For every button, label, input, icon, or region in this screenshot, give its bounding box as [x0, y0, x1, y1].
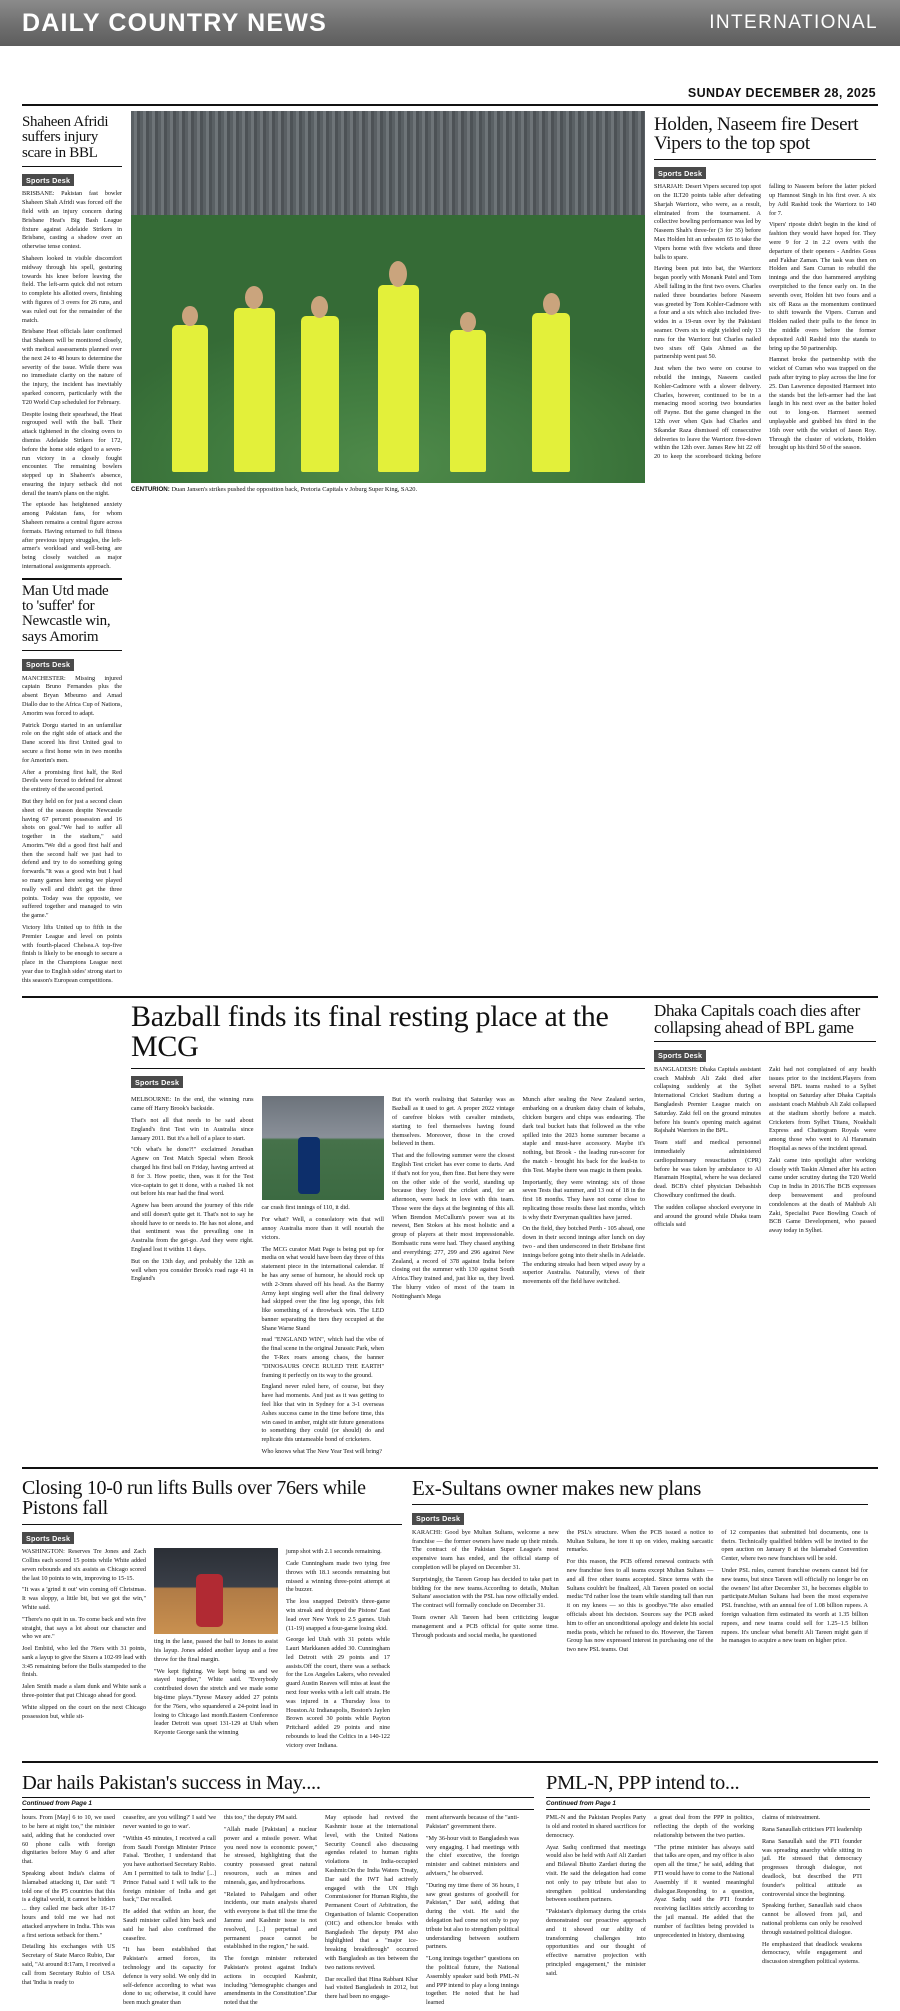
divider [412, 1504, 868, 1505]
player-figure [450, 330, 486, 471]
continued-flex [22, 1769, 878, 2011]
divider [22, 1524, 402, 1525]
bulls-block [22, 1474, 402, 1754]
byline-sports-desk: Sports Desk [22, 659, 74, 671]
dhaka-body [654, 1066, 876, 1239]
dar-continued-label: Continued from Page 1 [22, 1797, 534, 1810]
divider [22, 650, 122, 651]
masthead-spacer [0, 46, 900, 86]
top-section [0, 106, 900, 989]
main-photo-cricket-match [131, 111, 645, 483]
mid-section [0, 998, 900, 1460]
divider [22, 166, 122, 167]
dateline: SUNDAY DECEMBER 28, 2025 [687, 86, 876, 100]
sultans-headline: Ex-Sultans owner makes new plans [412, 1475, 702, 1500]
bazball-col-4: Munch after sealing the New Zealand series, embarking on a drunken daisy chain of kebabs, chicken burgers and chips was endearing. The dark teal bucket hats that followed as the vibe spilled into the 2023 home summer became a staple and must-have accessory. Maybe it's nothing, but Brook - the leading run-scorer for the match - brought his back for the lead-in to this Test. Maybe there was magic in them peaks. Importantly, they were winning; six of those seven Tests that summer, and 13 out of 18 in the first 18 months. They have not come close to replicating those results these last months, which is why their Everyman qualities have jarred. On the field, they botched Perth - 105 ahead, one down in their second innings after lunch on day two - and then underscored in their Brisbane first innings before going into their shells in Adelaide. The enduring streaks had been wiped away by a superior Australia. Naturally, views of their movements off the field have switched. [522, 1096, 645, 1286]
dar-col-2: ceasefire, are you willing?' I said 'we never wanted to go to war'. "Within 45 minutes, I received a call from Saudi Foreign Minister Prince Faisal. 'Brother, I understand that you have authorised Secretary Rubio. Am I permitted to talk to India' [...] Prince Faisal said I will talk to the foreign minister of India and get back," Dar recalled. He added that within an hour, the Saudi minister called him back and said he had also confirmed the ceasefire. "It has been established that Pakistan's armed forces, its technology and its capacity for defence is very solid. We only did in self-defence according to what was done to us; otherwise, it could have been much greater than [123, 1814, 216, 2007]
pmln-continued-label: Continued from Page 1 [546, 1797, 870, 1810]
player-figure [172, 325, 208, 472]
inset-photo-basketball [154, 1548, 278, 1634]
right-column [654, 111, 876, 989]
player-figure [532, 313, 571, 471]
bazball-col-3: But it's worth realising that Saturday was as Bazball as it used to get. A proper 2022 vintage of carefree blokes with cavalier mindsets, starting to feel themselves having found themselves. Moreover, those in the crowd believed in them. That and the following summer were the closest English Test cricket has ever come to darts. And if that's not for you, then fine. But here they were on the other side of the world, standing up because they loved the cricket and, for an afternoon, were back in love with this team. Those were the days at the beginning of this all. When Brendon McCullum's power was at its newest, Ben Stokes at his most holistic and a group of players at their most impressionable. Bombastic runs were had. They chased anything and everything; 277, 299 and 296 against New Zealand, a record of 378 against India before closing out the summer with 130 against South Africa.They trained and, just like us, they lived. The blurry video of most of the team in Nottingham's Mega [392, 1096, 515, 1300]
shaheen-headline: Shaheen Afridi suffers injury scare in BBL [22, 114, 109, 161]
bulls-body [22, 1548, 402, 1754]
edition-label: INTERNATIONAL [709, 12, 878, 33]
byline-sports-desk: Sports Desk [22, 1532, 74, 1544]
sultans-col-3: of 12 companies that submitted bid documents, one is theirs. Technically qualified bidders will be invited to the open auction on January 8 at the Islamabad Convention Center, where two new franchises will be sold. Under PSL rules, current franchise owners cannot bid for new teams, but since Tareen will officially no longer be on the owners' list after December 31, he becomes eligible to participate.Multan Sultans had been the most expensive PSL franchise, with an annual fee of 1.08 billion rupees. A foreign valuation firm estimated its worth at 1.35 billion rupees, and new teams could sell for 1.25–1.5 billion rupees. It's unclear what benefit Ali Tareen might gain if he manages to acquire a new team on higher price. [721, 1528, 869, 1645]
pmln-body [546, 1814, 870, 1981]
mid-spacer-left [22, 998, 122, 1460]
bulls-col-2: ting in the lane, passed the ball to Jones to assist his layup. Jones added another layup and a free throw for the final margin. "We kept fighting. We kept being us and we stayed together," White said. "Everybody contributed down the stretch and we made some big-time plays."Tyrese Maxey added 27 points for the 76ers, who squandered a 24-point lead in losing to Chicago last month.Eastern Conference leader Detroit was upset 131-129 at Utah when Keyonte George sank the winning [154, 1548, 278, 1754]
bazball-col-1: MELBOURNE: In the end, the winning runs came off Harry Brook's backside. That's not all that needs to be said about England's first Test win in Australia since January 2011. But it's a hell of a place to start. "Oh what's he done?!" exclaimed Jonathan Agnew on Test Match Special when Brook charged his first ball on Friday, having arrived at 8 for 3. How poetic, then, was it for the Test vice-captain to get it done, with a rushed 1k not out before his rear had the final word. Agnew has been around the journey of this ride and still doesn't quite get it. That's not to say he should have to or needs to. He has not alone, and that sentiment was the prevailing one in Australia from the get-go. And they were right. England lost it within 11 days. But on the 13th day, and probably the 12th as well when you consider Brook's road rage 41 in England's [131, 1096, 254, 1283]
pmln-col-3: claims of mistreatment. Rana Sanaullah criticises PTI leadership Rana Sanaullah said the PTI founder was spreading anarchy while sitting in jail. He stressed that democracy progresses through dialogue, not deadlock, but described the PTI founder's political attitude as controversial since the beginning. Speaking further, Sanaullah said chaos cannot be allowed from jail, and national problems can only be resolved through sustained political dialogue. He emphasized that deadlock weakens democracy, while engagement and discussion strengthen political systems. [762, 1814, 863, 1966]
dar-block [22, 1769, 534, 2011]
main-photo-caption [131, 483, 645, 494]
dar-col-1: hours. From [May] 6 to 10, we used to be here at night too," the minister said, adding that he conducted over 60 phone calls with foreign dignitaries before May 6 and after that. Speaking about India's claims of Islamabad attacking it, Dar said: "I told one of the P5 countries that this is a digital world, it cannot be hidden ... they called me back after 16-17 hours and told me we had not attacked anywhere in India. This was a first serious setback for them." Detailing his exchanges with US Secretary of State Marco Rubio, Dar said, "At around 8:17am, I received a call from Secretary Rubio of USA that 'India is ready to [22, 1814, 115, 1986]
bazball-col-2: car crash first innings of 110, it did. For what? Well, a consolatory win that will annoy Australia more than it will nourish the victors. The MCG curator Matt Page is being put up for media on what would have been day three of this statement piece in the international calendar. If he has any sense of humour, he should rock up with 2-3mm shaved off his head. As the Barmy Army kept singing well after the final delivery had skipped over the fine leg sponge, this felt like something of a throwback win. The LED banner separating the tiers they occupied at the Shane Warne Stand read "ENGLAND WIN", which had the vibe of the final scene in the original Jurassic Park, when the T-Rex roars among chaos, the banner "DINOSAURS ONCE RULED THE EARTH" framing it perfectly on its way to the ground. England never ruled here, of course, but they have had moments. And just as it was getting to feel like that win in Sydney for a 3-1 overseas Ashes success came in the time before time, this win cased in amber, might stir future generations to something they could (or should) do and replicate this untameable bond of cricketers. Who knows what The New Year Test will bring? [262, 1096, 385, 1460]
player-figure [234, 308, 275, 472]
dhaka-headline: Dhaka Capitals coach dies after collapsing ahead of BPL game [654, 1000, 860, 1037]
bazball-block [131, 998, 645, 1460]
bulls-col-3: jump shot with 2.1 seconds remaining. Cade Cunningham made two tying free throws with 18.1 seconds remaining but missed a winning three-point attempt at the buzzer. The loss snapped Detroit's three-game win streak and dropped the Pistons' East lead over New York to 2.5 games. Utah (11-19) snapped a four-game losing skid. George led Utah with 31 points while Lauri Markkanen added 30. Cunningham led Detroit with 29 points and 17 assists.Off the court, there was a setback for the Los Angeles Lakers, who revealed guard Austin Reaves will miss at least the next four weeks with a left calf strain. He was injured in a Thursday loss to Houston.At Indianapolis, Boston's Jaylen Brown scored 30 points while Payton Pritchard added 29 points and nine rebounds to lead the Celtics in a 140-122 victory over Indiana. [286, 1548, 390, 1749]
bulls-headline: Closing 10-0 run lifts Bulls over 76ers while Pistons fall [22, 1476, 366, 1520]
sultans-body [412, 1529, 868, 1658]
sultans-col-2: the PSL's structure. When the PCB issued a notice to Multan Sultans, he tore it up on video, making sarcastic remarks. For this reason, the PCB offered renewal contracts with new franchise fees to all teams except Multan Sultans — and all five other teams accepted. Since terms with the Sultans couldn't be finalized, Ali Tareen posted on social media:"I'd rather lose the team while standing tall than run it on my knees — so this is goodbye."He also emailed officials about his decision. Sources say the PCB asked him to offer an unconditional apology and delete his social media posts, which he refused to do. However, the Tareen Group has now expressed interest in purchasing one of the two new PSL teams. Out [566, 1528, 714, 1654]
pmln-col-2: a great deal from the PPP in politics, reflecting the depth of the working relationship between the two parties. "The prime minister has always said that talks are open, and my office is also open all the time," he said, adding that PTI would have to come to the National Assembly if it wanted meaningful dialogue.Responding to a question, Ayaz Sadiq said the PTI founder receiving facilities strictly according to the jail manual. He added that the number of facilities being provided is unprecedented in history, dismissing [654, 1814, 754, 1939]
sultans-block [412, 1474, 868, 1754]
player-figure [378, 285, 419, 472]
caption-location: CENTURION: [131, 486, 170, 493]
bottom-sports-row [0, 1469, 900, 1754]
publication-title: DAILY COUNTRY NEWS [22, 8, 327, 37]
basketball-player-figure [196, 1574, 223, 1627]
sultans-col-1: KARACHI: Good bye Multan Sultans, welcome a new franchise — the former owners have made up their minds. The contract of the Pakistan Super League's most expensive team has ended, and the official stamp of completion will be played on December 31. Surprisingly, the Tareen Group has decided to take part in bidding for the new teams.According to details, Multan Sultans' association with the PSL has now officially ended. The contract will formally conclude on December 31. Team owner Ali Tareen had been criticizing league management and a PCB official for quite some time. Through podcasts and social media, he questioned [412, 1528, 559, 1639]
divider [22, 578, 122, 580]
holden-body: SHARJAH: Desert Vipers secured top spot on the ILT20 points table after defeating Sharjah Warriorz, who were, as a result, eliminated from the tournament. A collective bowling performance was led by Naseem Shah's three-fer (3 for 35) before Max Holden hit an unbeaten 65 to take the Vipers home with five wickets and three balls to spare. Having been put into bat, the Warriorz began poorly with Monank Patel and Tom Abell falling in the first two overs. Charles nailed three boundaries before Naseem was greeted by Tom Kohler-Cadmore with a four and a six which also included five-wides in a 19-run over by the Pakistani seamer. Overs six to eight yielded only 13 runs for the Warriorz but Charles nailed two sixes off Qais Ahmed as the partnership went past 50. Just when the two were on course to rebuild the innings, Naseem castled Kohler-Cadmore with a slower delivery. Charles, however, continued to be in a menacing mood scoring two boundaries off Payne. But the game changed in the 12th over when Qais had Charles and Sikandar Raza dismissed off consecutive deliveries to leave the Warriorz five-down within the 12th over. James Rew hit 22 off 20 to keep the scoreboard ticking before falling to Naseem before the latter picked up Hamnost Singh in his first over. A six by Adil Rashid took the Warriorz to 140 for 7. Vipers' riposte didn't begin in the kind of fashion they would have hoped for. They were 9 for 2 in 2.2 overs with the departure of their openers - Andries Gous and Fakhar Zaman. The task was then on Holden and Sam Curran to rebuild the innings and the duo hammered anything overpitched to the fence early on. In the seventh over, Holden hit two fours and a six off Raza as the momentum continued to shift towards the Vipers. Curran and Holden nailed their pulls to the fence in the middle overs before the former deposited Adil Rashid into the stands to bring up the 50 partnership. Hamnet broke the partnership with the wicket of Curran who was trapped on the pads after trying to play across the line for 25. Dan Lawrence deposited Harmeet into the stands but the left-armer had the last laugh in his next over as the batter holed out to long-on. Harmeet seemed unplayable and grabbed his third in the 16th over with the wicket of Jason Roy. Through the cluster of wickets, Holden brought up his third 50 of the season. [654, 183, 876, 461]
dar-col-4: May episode had revived the Kashmir issue at the international level, with the United Nations Security Council also discussing agendas related to human rights violations in India-occupied Kashmir.On the India Waters Treaty, Dar said the IWT had actively engaged with the UN High Commissioner for Human Rights, the Permanent Court of Arbitration, the Organisation of Islamic Cooperation (OIC) and others.Ice breaks with Bangladesh The deputy PM also highlighted that a "major ice-breaking breakthrough" occurred with Bangladesh as ties between the two nations revived. Dar recalled that Hina Rabbani Khar had visited Bangladesh in 2012, but there had been no engage- [325, 1814, 418, 2001]
dar-col-3: this too," the deputy PM said. "Allah made [Pakistan] a nuclear power and a missile power. What you need now is economic power," he stressed, highlighting that the country possessed great natural resources, such as mines and minerals, gas, and hydrocarbons. "Related to Pahalgam and other incidents, our main analysis shared with everyone is that till the time the Jammu and Kashmir issue is not resolved, [...] perpetual and permanent peace cannot be established in the region," he said. The foreign minister reiterated Pakistan's protest against India's actions in occupied Kashmir, including "demographic changes and amendments in the Constitution".Dar noted that the [224, 1814, 317, 2007]
dhaka-col-2: Zaki had not complained of any health issues prior to the incident.Players from several BPL teams rushed to a Sylhet hospital on Saturday after Dhaka Capitals assistant coach Mahbub Ali Zaki collapsed at the stadium shortly before a match. Cricketers from Sylhet Titans, Noakhali Express and Chattogram Royals were among those who went to Al Haramain Hospital as news of the incident spread. Zaki came into spotlight after working closely with Taskin Ahmed after his action came under scrutiny during the T20 World Cup in India in 2016.The BCB expresses deep bereavement and profound condolences at the death of Mahbub Ali Zaki, Specialist Pace Bowling Coach of BCB Game Development, who passed away today in Sylhet. [769, 1065, 876, 1235]
players-group [131, 200, 645, 483]
caption-text: Duan Jansen's strikes pushed the opposition back, Pretoria Capitals v Joburg Super King, SA20. [169, 486, 418, 493]
main-photo-column [131, 111, 645, 989]
dar-headline: Dar hails Pakistan's success in May.... [22, 1771, 321, 1794]
byline-sports-desk: Sports Desk [131, 1076, 183, 1088]
dar-col-5: ment afterwards because of the "anti-Pakistan" government there. "My 36-hour visit to Bangladesh was very engaging. I had meetings with the chief executive, the foreign minister and cabinet ministers and advisers," he observed. "During my time there of 36 hours, I saw great gestures of goodwill for Pakistan," Dar said, adding that during the visit. He said the delegation had come not only to pay tribute but also to strengthen political understanding between southern partners. "Long innings together" questions on the political future, the National Assembly speaker said both PML-N and PPP intend to play a long innings together. He noted that he had learned [426, 1814, 519, 2007]
byline-sports-desk: Sports Desk [412, 1513, 464, 1525]
inset-photo-batsman [262, 1096, 385, 1200]
player-figure [301, 316, 340, 471]
manutd-body: MANCHESTER: Missing injured captain Bruno Fernandes plus the absent Bryan Mbeumo and Amad Diallo due to the Africa Cup of Nations, Amorim was forced to adapt. Patrick Dorgu started in an unfamiliar role on the right side of attack and the Dane scored his first United goal to secure a first home win in two months for Amorim's men. After a promising first half, the Red Devils were forced to defend for almost the entirety of the second period. But they held on for just a second clean sheet of the season despite Newcastle having 67 percent possession and 16 shots on goal."We had to suffer all together in the stadium," said Amorim."We did a good first half and then the second half we just had to defend and try to do something going forwards."It was a good win but I had so many games here seeing we played really well and didn't get the three points. Today was the opposite, we suffered together and managed to win the game." Victory lifts United up to fifth in the Premier League and level on points with fourth-placed Chelsea.A top-five finish is likely to be enough to secure a place in the Champions League next year due to English sides' strong start to this season's European competitions. [22, 674, 122, 984]
byline-sports-desk: Sports Desk [654, 167, 706, 179]
manutd-headline: Man Utd made to 'suffer' for Newcastle win, says Amorim [22, 582, 111, 645]
bazball-body [131, 1096, 645, 1460]
batsman-figure [298, 1137, 320, 1194]
dhaka-block [654, 998, 876, 1460]
masthead [0, 0, 900, 46]
pmln-col-1: PML-N and the Pakistan Peoples Party is old and rooted in shared sacrifices for democracy. Ayaz Sadiq confirmed that meetings would also be held with Asif Ali Zardari and Bilawal Bhutto Zardari during the visit. He said the delegation had come not only to pay tribute but also to strengthen political understanding between southern partners. "Pakistan's diplomacy during the crisis demonstrated our proactive approach and it showed our ability of transforming challenges into opportunities and our thought of effective narrative projection with principled engagement," the minister said. [546, 1814, 646, 1977]
holden-headline: Holden, Naseem fire Desert Vipers to the top spot [654, 114, 859, 155]
bazball-headline: Bazball finds its final resting place at the MCG [131, 999, 609, 1064]
byline-sports-desk: Sports Desk [654, 1050, 706, 1062]
bulls-col-1: WASHINGTON: Reserves Tre Jones and Zach Collins each scored 15 points while White added seven rebounds and six assists as Chicago scored the last 10 points to win, improving to 15-15. "It was a 'grind it out' win coming off Christmas. It was sloppy, a little bit, but we got the win," White said. "There's no quit in us. To come back and win five straight, that says a lot about our character and who we are." Joel Embiid, who led the 76ers with 31 points, sank a layup to give the Sixers a 102-99 lead with 3:45 remaining before the Bulls stampeded to the finish. Jalen Smith made a slam dunk and White sank a three-pointer that put Chicago ahead for good. White slipped on the court on the next Chicago possession but, while sit- [22, 1548, 146, 1720]
dar-body [22, 1814, 534, 2011]
left-column [22, 111, 122, 989]
continued-section [0, 1763, 900, 2011]
dhaka-col-1: BANGLADESH: Dhaka Capitals assistant coach Mahbub Ali Zaki died after collapsing suddenly at the Sylhet International Cricket Stadium during a Bangladesh Premier League match on Saturday. Zaki fell on the ground minutes before his team's opening match against Rajshahi Warriors in the BPL. Team staff and medical personnel immediately administered cardiopulmonary resuscitation (CPR) before he was taken by ambulance to Al Haramain Hospital, where he was declared dead. BCB's chief physician Debashish Chowdhury confirmed the death. The sudden collapse shocked everyone in and around the ground while Dhaka team officials said [654, 1065, 761, 1229]
byline-sports-desk: Sports Desk [22, 174, 74, 186]
shaheen-body: BRISBANE: Pakistan fast bowler Shaheen Shah Afridi was forced off the field with an injury concern during Brisbane Heat's Big Bash League fixture against Adelaide Strikers in Brisbane, casting a shadow over an otherwise tense contest. Shaheen looked in visible discomfort midway through his spell, gesturing towards his knee before leaving the field. The left-arm quick did not return to complete his allotted overs, finishing with figures of 3 overs for 26 runs, and was ruled out for the remainder of the match. Brisbane Heat officials later confirmed that Shaheen will be monitored closely, with medical assessments planned over the next 24 to 48 hours to determine the severity of the issue. While there was no immediate clarity on the nature of the injury, the incident has inevitably sparked concern, particularly with the T20 World Cup scheduled for February. Despite losing their spearhead, the Heat regrouped well with the ball. Their attack tightened in the closing overs to dismiss Adelaide Strikers for 172, before the home side edged to a seven-run victory in a closely fought encounter. The remaining bowlers stepped up in Shaheen's absence, ensuring the injury setback did not derail the team's plans on the night. The episode has heightened anxiety among Pakistan fans, for whom Shaheen remains a central figure across formats. Having returned to full fitness after previous injury struggles, the left-armer's workload and well-being are being closely watched as major international assignments approach. [22, 190, 122, 571]
pmln-headline: PML-N, PPP intend to... [546, 1771, 740, 1794]
divider [654, 159, 876, 160]
pmln-block [546, 1769, 870, 2011]
divider [654, 1041, 876, 1042]
divider [131, 1068, 645, 1069]
